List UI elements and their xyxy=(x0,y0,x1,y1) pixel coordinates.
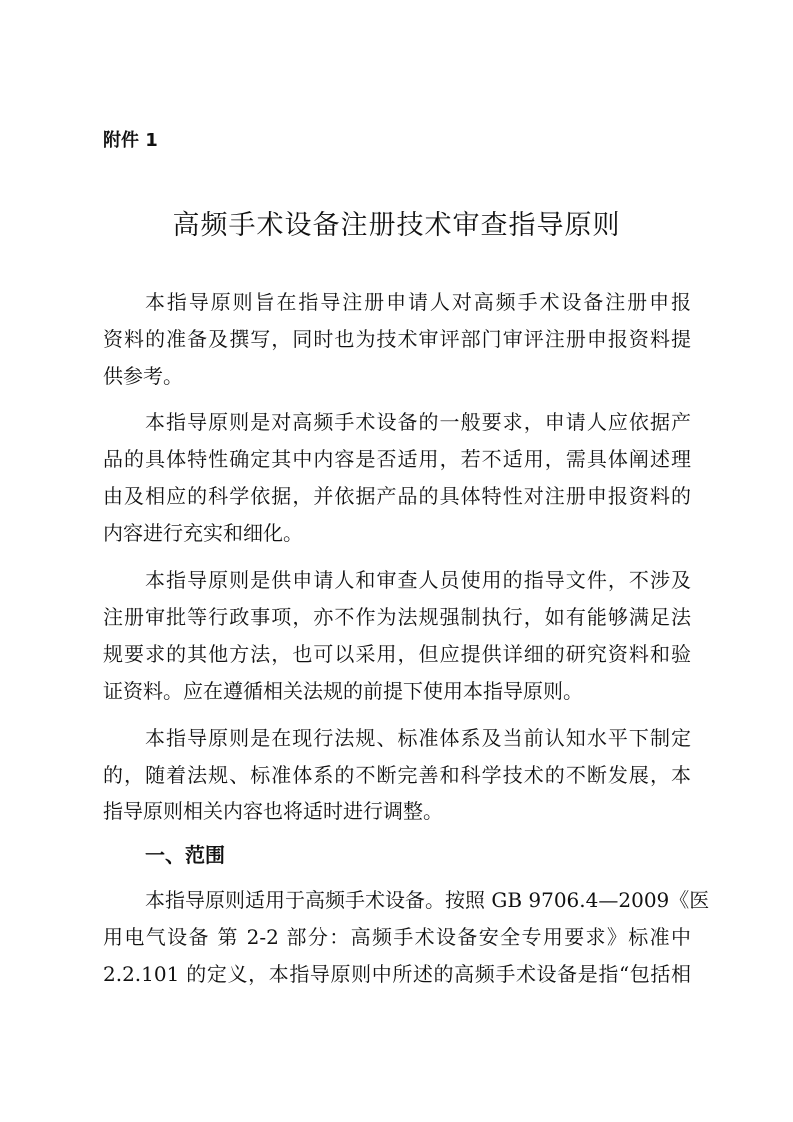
text-line: 规要求的其他方法，也可以采用，但应提供详细的研究资料和验 xyxy=(103,642,691,666)
text-line: 本指导原则是对高频手术设备的一般要求，申请人应依据产 xyxy=(145,410,691,434)
text-line: 资料的准备及撰写，同时也为技术审评部门审评注册申报资料提 xyxy=(103,327,691,351)
text-line: 的，随着法规、标准体系的不断完善和科学技术的不断发展，本 xyxy=(103,763,691,787)
text-line: 本指导原则适用于高频手术设备。按照 GB 9706.4—2009《医 xyxy=(145,888,710,912)
text-line: 本指导原则旨在指导注册申请人对高频手术设备注册申报 xyxy=(145,290,691,314)
text-line: 品的具体特性确定其中内容是否适用，若不适用，需具体阐述理 xyxy=(103,447,691,471)
text-line: 由及相应的科学依据，并依据产品的具体特性对注册申报资料的 xyxy=(103,484,691,508)
text-line: 用电气设备 第 2-2 部分：高频手术设备安全专用要求》标准中 xyxy=(103,925,691,949)
text-line: 2.2.101 的定义，本指导原则中所述的高频手术设备是指“包括相 xyxy=(103,962,691,986)
annex-label: 附件 1 xyxy=(103,130,158,151)
document-title: 高频手术设备注册技术审查指导原则 xyxy=(172,210,621,241)
text-line: 注册审批等行政事项，亦不作为法规强制执行，如有能够满足法 xyxy=(103,605,691,629)
text-line: 证资料。应在遵循相关法规的前提下使用本指导原则。 xyxy=(103,679,583,703)
text-line: 内容进行充实和细化。 xyxy=(103,521,303,545)
text-line: 本指导原则是在现行法规、标准体系及当前认知水平下制定 xyxy=(145,726,691,750)
section-heading: 一、范围 xyxy=(145,843,225,867)
text-line: 供参考。 xyxy=(103,364,183,388)
text-line: 本指导原则是供申请人和审查人员使用的指导文件，不涉及 xyxy=(145,568,691,592)
text-line: 指导原则相关内容也将适时进行调整。 xyxy=(103,799,443,823)
